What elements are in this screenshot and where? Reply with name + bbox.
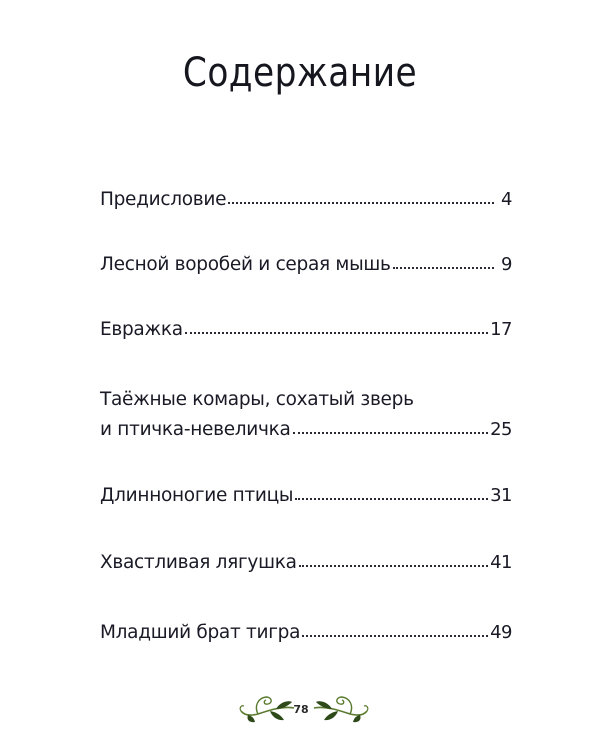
- toc-entry-page: 31: [490, 485, 512, 506]
- toc-entry-label: Евражка: [100, 319, 183, 340]
- page-number: 78: [293, 703, 309, 716]
- toc-entry-page: 17: [490, 319, 512, 340]
- dot-leader: [302, 635, 488, 637]
- toc-entry-boastful-frog[interactable]: [100, 551, 512, 575]
- toc-entry-long-legged-birds[interactable]: [100, 484, 512, 508]
- toc-entry-label: Младший брат тигра: [100, 622, 301, 643]
- toc-entry-label: Предисловие: [100, 189, 227, 210]
- toc-entry-label: и птичка-невеличка: [100, 419, 291, 440]
- toc-entry-evrazhka[interactable]: [100, 318, 512, 342]
- toc-entry-sparrow-and-mouse[interactable]: [100, 253, 512, 277]
- page-footer: [0, 688, 600, 728]
- toc-entry-mosquitoes[interactable]: [100, 388, 512, 442]
- dot-leader: [185, 332, 488, 334]
- dot-leader: [295, 498, 488, 500]
- dot-leader: [228, 202, 494, 204]
- toc-entry-label-line1: Таёжные комары, сохатый зверь: [100, 389, 414, 410]
- toc-entry-page: 4: [501, 189, 512, 210]
- dot-leader: [299, 565, 488, 567]
- toc-entry-label: Хвастливая лягушка: [100, 552, 297, 573]
- toc-entry-preface[interactable]: [100, 188, 512, 212]
- dot-leader: [293, 432, 489, 434]
- toc-entry-label: Длинноногие птицы: [100, 485, 294, 506]
- dot-leader: [393, 267, 494, 269]
- page-title: Содержание: [182, 50, 418, 96]
- floral-ornament-icon: [236, 688, 296, 724]
- toc-entry-tiger-brother[interactable]: [100, 621, 512, 645]
- toc-entry-label: Лесной воробей и серая мышь: [100, 254, 391, 275]
- toc-entry-page: 41: [490, 552, 512, 573]
- toc-entry-page: 9: [501, 254, 512, 275]
- toc-entry-page: 49: [490, 622, 512, 643]
- toc-entry-page: 25: [490, 419, 512, 440]
- floral-ornament-icon: [312, 688, 372, 724]
